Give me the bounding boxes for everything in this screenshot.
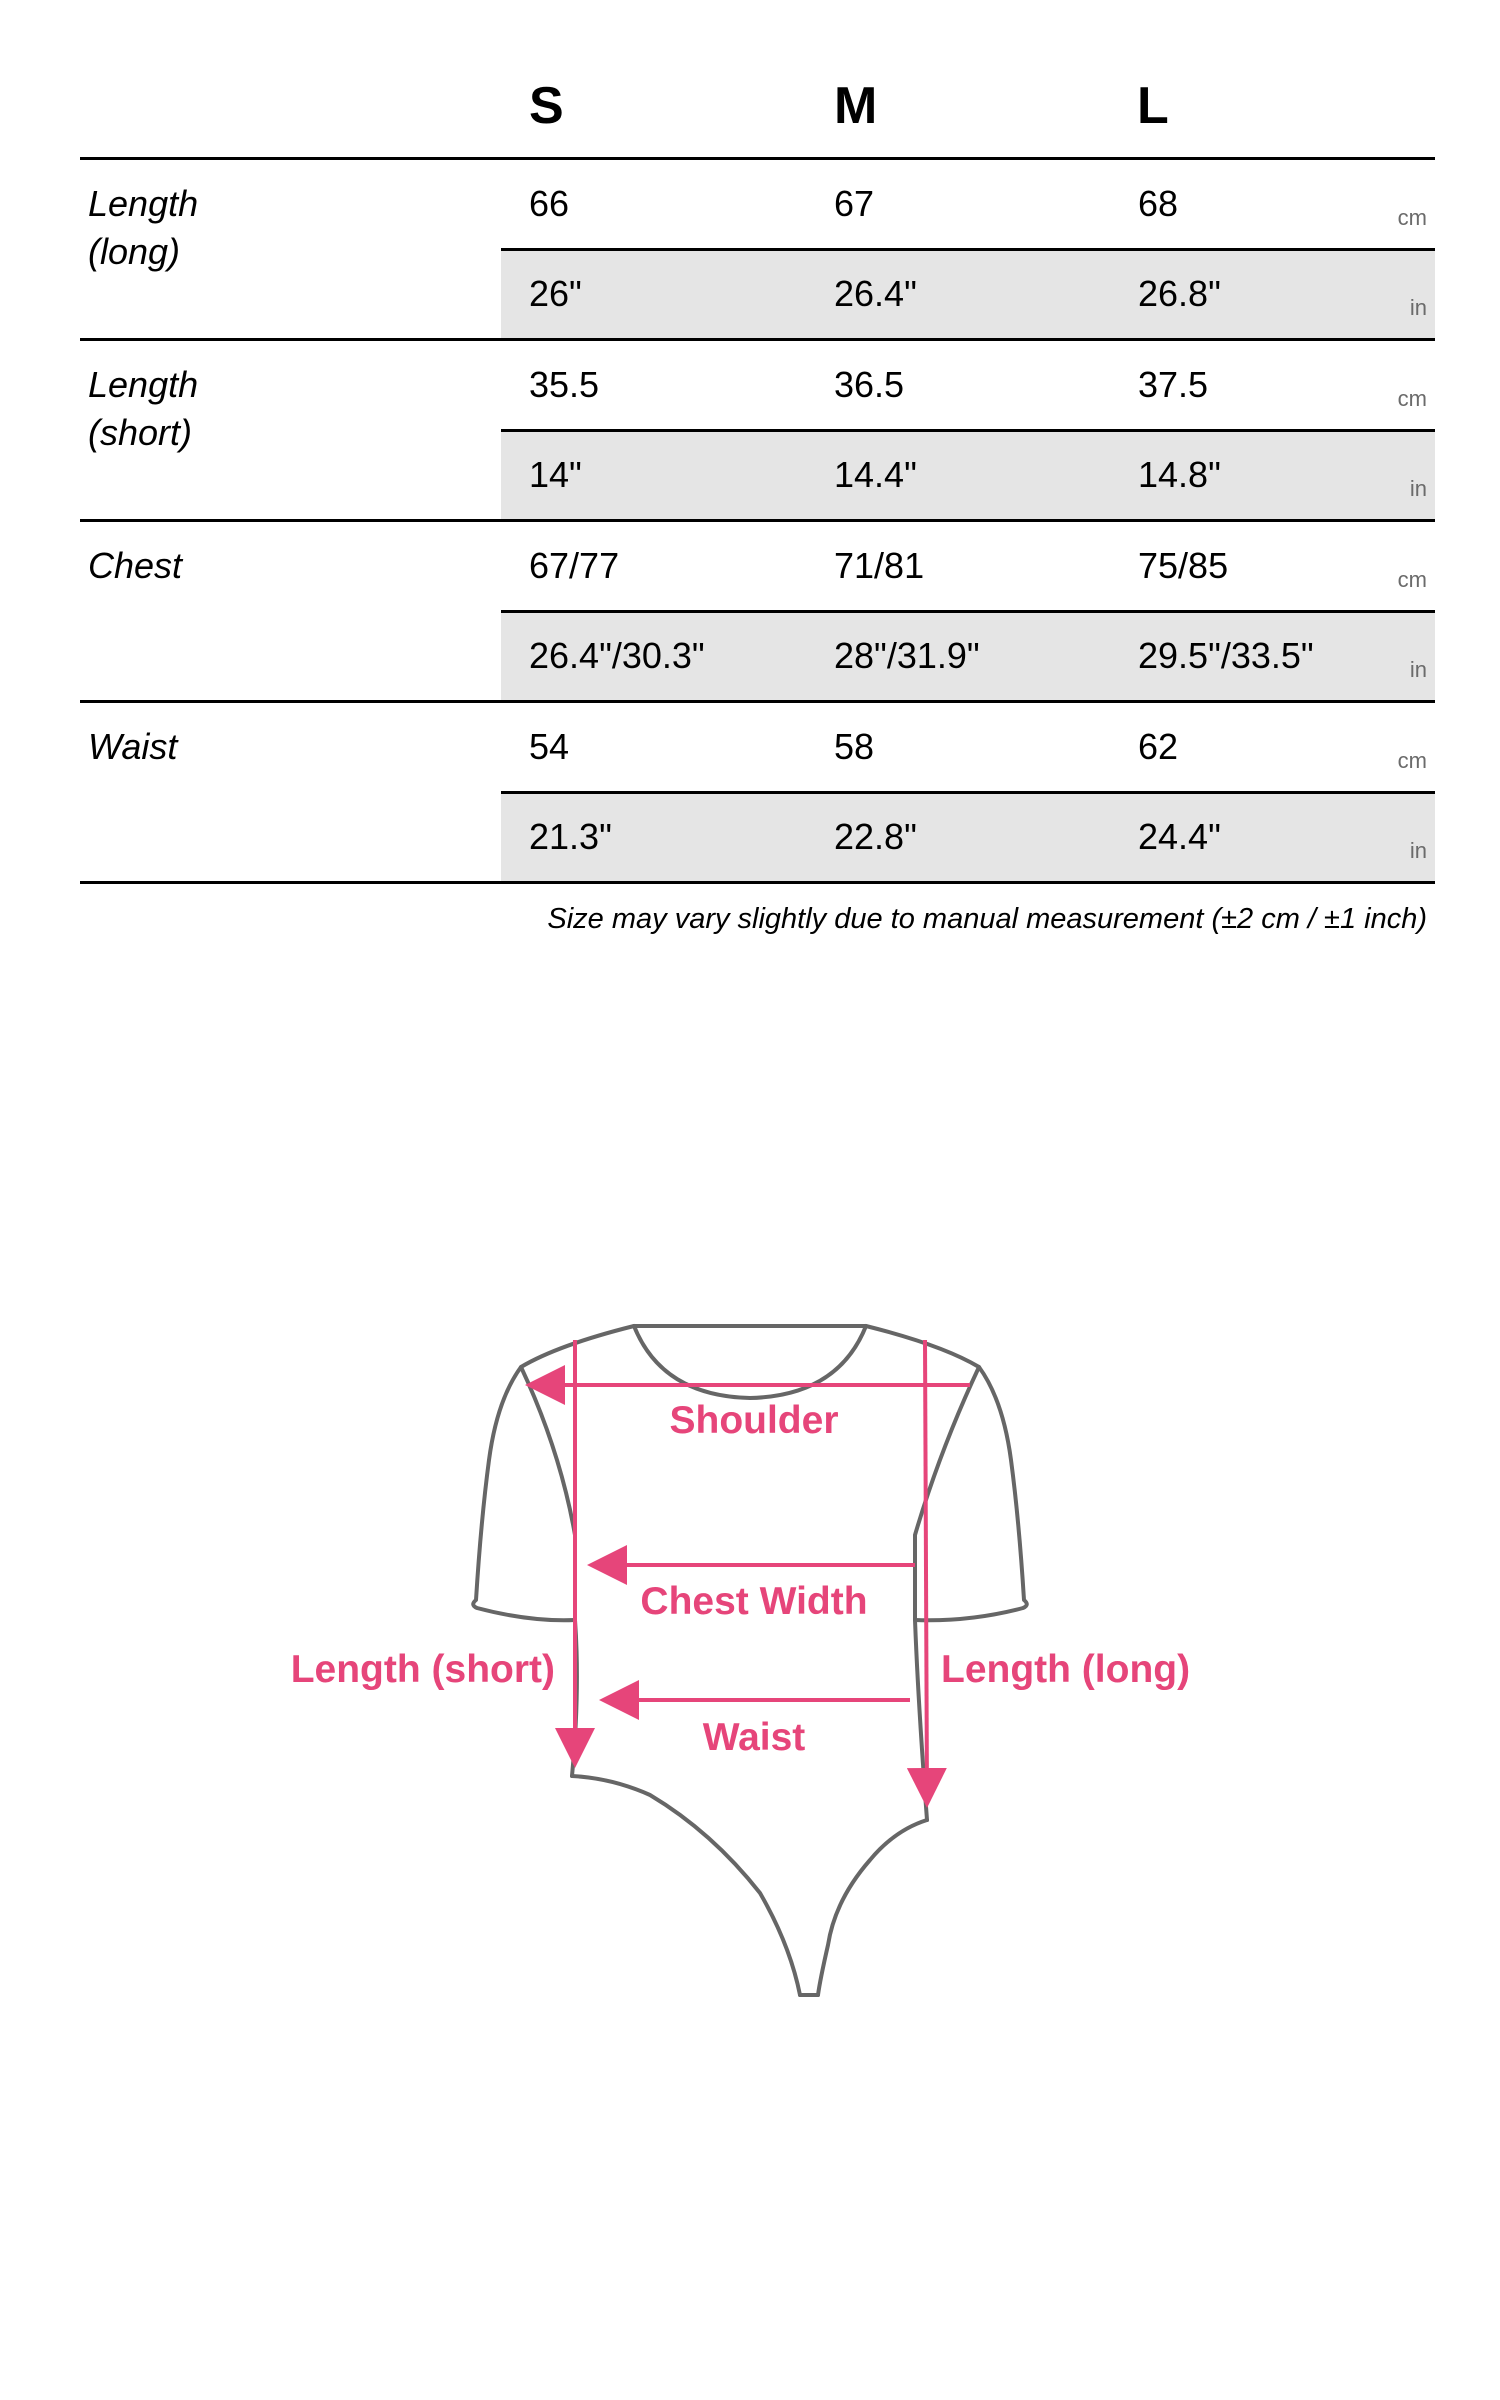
unit-in-label: in: [1409, 476, 1427, 501]
cell-chest-l-cm: 75/85: [1138, 545, 1229, 586]
size-header-m: M: [834, 77, 878, 135]
row-label-length-short: Length (short): [88, 364, 199, 453]
cell-chest-m-in: 28"/31.9": [834, 635, 980, 676]
cell-waist-l-cm: 62: [1138, 726, 1179, 767]
measurement-note: Size may vary slightly due to manual measurement (±2 cm / ±1 inch): [547, 903, 1427, 935]
cell-length-short-l-in: 14.8": [1138, 454, 1221, 495]
cell-length-long-l-in: 26.8": [1138, 273, 1221, 314]
label-waist: Waist: [702, 1716, 806, 1759]
unit-in-label: in: [1409, 295, 1427, 320]
cell-length-short-m-cm: 36.5: [834, 364, 905, 405]
cell-chest-s-cm: 67/77: [529, 545, 620, 586]
size-header-l: L: [1137, 77, 1169, 135]
row-label-chest: Chest: [88, 545, 183, 586]
cell-length-short-s-in: 14": [529, 454, 582, 495]
label-length-long: Length (long): [941, 1648, 1191, 1691]
cell-waist-m-in: 22.8": [834, 816, 917, 857]
cell-length-long-s-in: 26": [529, 273, 582, 314]
cell-waist-m-cm: 58: [834, 726, 875, 767]
length-long-arrow: [925, 1340, 927, 1800]
cell-length-short-s-cm: 35.5: [529, 364, 600, 405]
row-label-length-long: Length (long): [88, 183, 199, 272]
row-label-waist: Waist: [88, 726, 178, 767]
unit-cm-label: cm: [1397, 386, 1427, 411]
cell-length-long-m-cm: 67: [834, 183, 875, 224]
unit-in-label: in: [1409, 838, 1427, 863]
cell-length-short-l-cm: 37.5: [1138, 364, 1209, 405]
cell-length-long-m-in: 26.4": [834, 273, 917, 314]
size-header-s: S: [529, 77, 564, 135]
cell-waist-s-cm: 54: [529, 726, 570, 767]
unit-in-label: in: [1409, 657, 1427, 682]
cell-chest-s-in: 26.4"/30.3": [529, 635, 705, 676]
cell-chest-l-in: 29.5"/33.5": [1138, 635, 1314, 676]
label-shoulder: Shoulder: [669, 1399, 839, 1442]
label-length-short: Length (short): [290, 1648, 555, 1691]
cell-waist-l-in: 24.4": [1138, 816, 1221, 857]
cell-waist-s-in: 21.3": [529, 816, 612, 857]
cell-chest-m-cm: 71/81: [834, 545, 925, 586]
cell-length-short-m-in: 14.4": [834, 454, 917, 495]
label-chest-width: Chest Width: [640, 1580, 868, 1623]
unit-cm-label: cm: [1397, 205, 1427, 230]
cell-length-long-s-cm: 66: [529, 183, 570, 224]
unit-cm-label: cm: [1397, 567, 1427, 592]
unit-cm-label: cm: [1397, 748, 1427, 773]
cell-length-long-l-cm: 68: [1138, 183, 1179, 224]
